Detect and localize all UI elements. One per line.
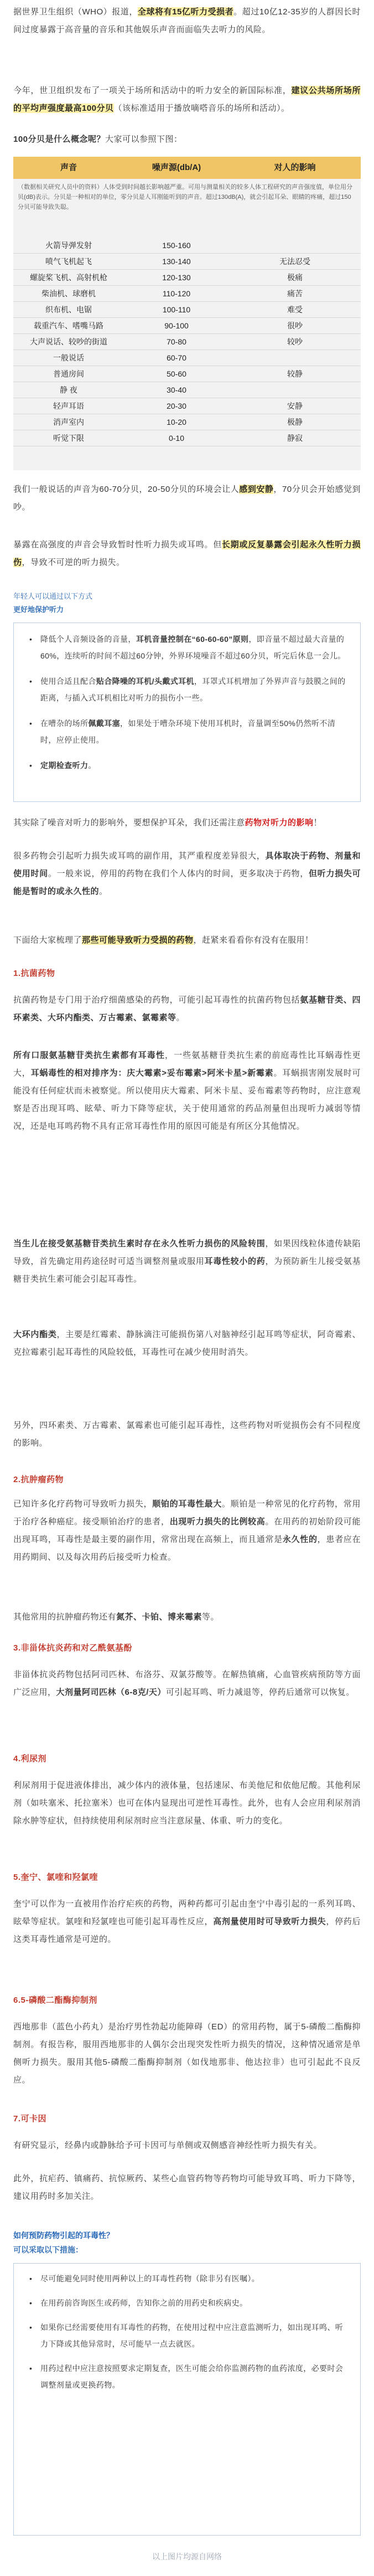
text-span: ，如果处于嘈杂环境下使用耳机时，音量调至50%仍然听不清时，应停止使用。 — [40, 719, 336, 744]
bullet-icon: • — [29, 2299, 33, 2307]
link-line-2[interactable] — [13, 604, 361, 615]
table-cell: 载重汽车、嗜嘴马路 — [34, 321, 103, 330]
table-cell: 0-10 — [168, 434, 185, 443]
body-paragraph-3 — [13, 814, 361, 832]
section-1-paragraph-5 — [13, 1417, 361, 1452]
bold-span: 大环内酯类 — [13, 1330, 57, 1339]
highlight-span: 建议公共场所场所的平均声强度最高100分贝 — [13, 86, 361, 113]
table-row — [13, 414, 361, 430]
text-span: 我们一般说话的声音为60-70分贝，20-50分贝的环境会让人 — [13, 485, 240, 494]
table-cell: 织布机、电锯 — [45, 305, 92, 314]
table-cell — [229, 382, 361, 398]
table-cell: 难受 — [287, 305, 303, 314]
text-span: 可引起耳鸣、听力减退等，停药后通常可以恢复。 — [165, 1688, 355, 1697]
tip-item — [29, 757, 349, 774]
text-span: 降低个人音频设备的音量， — [40, 635, 136, 644]
prevention-subtitle[interactable]: 可以采取以下措施： — [13, 2245, 83, 2254]
bold-span: 具体取决于药物、剂量和使用时间 — [13, 851, 361, 878]
text-span: 下面给大家梳理了 — [13, 935, 82, 945]
table-cell: 20-30 — [167, 402, 186, 410]
text-span: 据世界卫生组织（WHO）报道， — [13, 7, 138, 17]
section-5-paragraph-1 — [13, 1895, 361, 1948]
bold-span: 高剂量使用时可导致听力损失 — [213, 1917, 326, 1926]
table-row — [13, 398, 361, 414]
table-cell: 60-70 — [167, 353, 186, 362]
text-span: 在用药前咨询医生或药师，告知你之前的用药史和疾病史。 — [40, 2299, 248, 2307]
text-span: ，赶紧来看看你有没有在服用！ — [193, 935, 314, 945]
section-1-paragraph-2 — [13, 1047, 361, 1135]
highlight-span: 长期或反复暴露会引起永久性听力损伤 — [13, 540, 361, 567]
table-row — [13, 302, 361, 318]
table-cell: 安静 — [287, 402, 303, 410]
bold-span: 永久性的 — [282, 1535, 318, 1544]
text-span: ，患者应在用药期间、以及每次用药后接受听力检查。 — [13, 1535, 361, 1562]
text-span: ，停药后这类耳毒性通常是可逆的。 — [13, 1917, 361, 1944]
table-cell — [229, 350, 361, 366]
bold-span: 耳蜗毒性的相对排序为：庆大霉素>妥布霉素>阿米卡星>新霉素 — [30, 1068, 274, 1078]
bold-span: 氨基糖苷类、四环素类、大环内酯类、万古霉素、氯霉素等 — [13, 995, 361, 1022]
bold-span: 所有口服氨基糖苷类抗生素都有耳毒性 — [13, 1051, 165, 1060]
table-header — [13, 157, 361, 179]
text-span: 非甾体抗炎药物包括阿司匹林、布洛芬、双氯芬酸等。在解热镇痛，心血管疾病预防等方面广泛应用， — [13, 1670, 361, 1697]
table-row — [13, 318, 361, 334]
tips-box — [13, 623, 361, 802]
text-span: 尽可能避免同时使用两种以上的耳毒性药物（除非另有医嘱）。 — [40, 2274, 260, 2283]
text-span: ，主要是红霉素、静脉滴注可能损伤第八对脑神经引起耳鸣等症状，阿奇霉素、克拉霉素引起耳毒性的风险较低，耳毒性可在减少使用时消失。 — [13, 1330, 361, 1357]
text-span: ，导致不可逆的听力损失。 — [22, 558, 125, 567]
protect-hearing-sub-link[interactable]: 更好地保护听力 — [13, 605, 64, 614]
section-3-paragraph-1 — [13, 1666, 361, 1701]
prevention-item — [29, 2360, 349, 2393]
text-span: 。 — [88, 761, 96, 770]
table-header-cell: 对人的影响 — [274, 163, 316, 172]
tip-item — [29, 715, 349, 748]
section-1-paragraph-4 — [13, 1326, 361, 1361]
text-span: （该标准适用于播放嘀嗒音乐的场所和活动）。 — [113, 104, 290, 113]
table-cell: 静 夜 — [60, 385, 77, 394]
text-span: 抗菌药物是专门用于治疗细菌感染的药物，可能引起耳毒性的抗菌药物包括 — [13, 995, 300, 1005]
section-title: 5.奎宁、氯喹和羟氯喹 — [13, 1873, 98, 1882]
text-paragraph: 此外，抗疟药、镇痛药、抗惊厥药、某些心血管药物等药物均可能导致耳鸣、听力下降等，建议用药时多加关注。 — [13, 2174, 361, 2201]
section-2-paragraph-2 — [13, 1608, 361, 1626]
text-span: ，如果因线粒体遗传缺陷导致，首先确定用药途径时可适当调整剂量或服用 — [13, 1239, 361, 1266]
footer-source-note: 以上图片均源自网络 — [152, 2552, 222, 2561]
bold-span: 大剂量阿司匹林（6-8克/天） — [56, 1688, 166, 1697]
text-span: 另外，四环素类、万古霉素、氯霉素也可能引起耳毒性，这些药物对听觉损伤会有不同程度的影响。 — [13, 1421, 361, 1448]
text-span: 。顺铂是一种常见的化疗药物，常用于治疗各种癌症。接受顺铂治疗的患者， — [13, 1499, 361, 1526]
table-cell: 痛苦 — [287, 289, 303, 298]
text-span: 等。 — [202, 1612, 220, 1622]
text-span: 其实除了噪音对听力的影响外，要想保护耳朵，我们还需注意 — [13, 818, 245, 827]
table-body — [13, 238, 361, 446]
prevention-item — [29, 2295, 349, 2311]
section-title: 2.抗肿瘤药物 — [13, 1475, 64, 1484]
text-span: 大家可以参照下图： — [105, 135, 183, 144]
bullet-icon: • — [29, 2364, 33, 2373]
text-span: ，70分贝会开始感觉到吵。 — [13, 485, 361, 512]
table-cell: 较静 — [287, 369, 303, 378]
text-span: ，耳罩式耳机增加了外界声音与鼓膜之间的距离，与插入式耳机相比对听力的损伤小一些。 — [40, 677, 346, 702]
table-cell: 极痛 — [287, 273, 303, 282]
text-span: 。 — [176, 1013, 185, 1022]
body-paragraph-5 — [13, 932, 361, 949]
bold-span: 永久性听力损伤的风险转围 — [160, 1239, 266, 1248]
bold-span: 贴合降噪的耳机/头戴式耳机 — [96, 677, 194, 686]
table-header-cell: 声音 — [60, 163, 77, 172]
section-1-paragraph-3 — [13, 1235, 361, 1288]
section-title: 6.5-磷酸二酯酶抑制剂 — [13, 1996, 97, 2005]
text-span: ！ — [313, 818, 323, 827]
protect-hearing-link[interactable]: 年轻人可以通过以下方式 — [13, 592, 93, 600]
table-cell: 很吵 — [287, 321, 303, 330]
text-span: 暴露 — [13, 540, 31, 549]
section-2 — [13, 1471, 361, 1489]
table-header-cell: 噪声源(db/A) — [152, 163, 201, 172]
bold-span: 出现听力损失的比例较高 — [169, 1517, 266, 1526]
bold-span: 氮芥、卡铂、博来霉素 — [116, 1612, 202, 1622]
bold-span: 定期检查听力 — [40, 761, 89, 770]
table-cell: 轻声耳语 — [53, 402, 84, 410]
link-line-1[interactable] — [13, 590, 361, 601]
section-6-paragraph-1 — [13, 2018, 361, 2089]
table-cell: 火箭导弹发射 — [45, 241, 92, 250]
text-span: 奎宁可以作为一直被用作治疗疟疾的药物，两种药都可引起由奎宁中毒引起的一系列耳鸣、眩晕等症状。氯喹和羟氯喹也可能引起耳毒性反应， — [13, 1899, 361, 1926]
body-paragraph-4 — [13, 847, 361, 901]
bullet-icon: • — [29, 761, 33, 770]
table-cell: 大声说话、较吵的街道 — [30, 337, 107, 346]
table-row — [13, 286, 361, 302]
prevention-box — [13, 2263, 361, 2536]
bold-span: 但听力损失可能是暂时的或永久性的 — [13, 869, 361, 896]
bullet-icon: • — [29, 2323, 33, 2332]
section-4 — [13, 1750, 361, 1768]
prevention-item — [29, 2270, 349, 2287]
question-line — [13, 131, 361, 148]
text-span: 。超过10亿12-35岁的人群因长时间过度暴露于高音量的音乐和其他娱乐声音而面临失去听力的风险。 — [13, 7, 361, 34]
bullet-icon: • — [29, 677, 33, 686]
text-span: ，即音量不超过最大音量的60%，连续听的时间不超过60分钟，外界环境噪音不超过60分贝，听完后休息一会儿。 — [40, 635, 346, 660]
section-title: 1.抗菌药物 — [13, 969, 55, 978]
text-span: 。一般来说，停用的药物在我们个人体内的时间，更多取决于药物， — [48, 869, 309, 878]
text-span: 用药过程中应注意按照要求定期复查，医生可能会给你监测药物的血药浓度，必要时会调整剂量或更换药物。 — [40, 2364, 344, 2389]
table-cell: 喷气飞机起飞 — [45, 257, 92, 266]
text-paragraph: 有研究显示，经鼻内或静脉给予可卡因可与单侧或双侧感音神经性听力损失有关。 — [13, 2141, 323, 2150]
text-span: 。 — [99, 887, 108, 896]
table-row — [13, 254, 361, 270]
section-title: 4.利尿剂 — [13, 1754, 47, 1763]
highlight-span: 感到安静 — [239, 485, 274, 494]
table-cell: 120-130 — [162, 273, 191, 282]
bullet-icon: • — [29, 2274, 33, 2283]
prevention-item — [29, 2319, 349, 2352]
table-row — [13, 334, 361, 350]
body-paragraph-1 — [13, 481, 361, 516]
text-span: 如果你已经需要使用有耳毒性的药物，在使用过程中应注意监测听力，如出现耳鸣、听力下降或其他异常时，尽可能早一点去就医。 — [40, 2323, 344, 2348]
bold-span: 当生儿在接受氨基糖苷类抗生素时存在 — [13, 1239, 161, 1248]
bold-span: 佩戴耳塞 — [88, 719, 121, 728]
table-cell: 10-20 — [167, 418, 186, 426]
table-cell: 110-120 — [162, 289, 191, 298]
text-span: 已知许多化疗药物可导致听力损失， — [13, 1499, 153, 1509]
table-cell: 较吵 — [287, 337, 303, 346]
warning-paragraph — [13, 2170, 361, 2205]
bold-span: 耳毒性较小的药 — [204, 1257, 266, 1266]
body-paragraph-2 — [13, 536, 361, 572]
section-5 — [13, 1869, 361, 1886]
table-row — [13, 430, 361, 446]
table-cell: 听觉下限 — [53, 434, 84, 443]
table-caption: （数据相关研究人员中的资料）人体受到时间越长影响越严重。可用与测量相关的较多人体工程研究的声音强度值，单位用分贝(dB)表示。分贝是一种相对的单位，零分贝是人耳刚能听到的声音。超过130dB(A)，就会引起耳朵、眼睛的疼痛，超过150分贝可能导致失聪。 — [18, 184, 352, 210]
table-cell: 150-160 — [162, 241, 191, 250]
decibel-table — [13, 157, 361, 470]
bullet-icon: • — [29, 719, 33, 728]
table-row — [13, 270, 361, 286]
text-span: 今年，世卫组织发布了一项关于场所和活动中的听力安全的新国际标准， — [13, 86, 292, 95]
table-cell: 柴油机、球磨机 — [41, 289, 96, 298]
section-3 — [13, 1639, 361, 1657]
text-span: 使用合适且配合 — [40, 677, 96, 686]
section-2-paragraph-1 — [13, 1495, 361, 1566]
table-cell: 90-100 — [164, 321, 189, 330]
table-cell: 无法忍受 — [279, 257, 310, 266]
table-cell: 100-110 — [162, 305, 191, 314]
table-cell: 极静 — [287, 418, 303, 426]
table-cell — [229, 238, 361, 253]
table-row — [13, 366, 361, 382]
highlight-span: 那些可能导致听力受损的药物 — [82, 935, 194, 945]
tip-item — [29, 673, 349, 706]
prevention-question[interactable]: 如何预防药物引起的耳毒性？ — [13, 2231, 114, 2240]
table-row — [13, 382, 361, 398]
intro-paragraph-1 — [13, 3, 361, 39]
table-cell: 静寂 — [287, 434, 303, 443]
table-row — [13, 350, 361, 366]
bold-span: 耳机音量控制在“60-60-60”原则 — [136, 635, 249, 644]
text-span: 其他常用的抗肿瘤药物还有 — [13, 1612, 117, 1622]
section-7-paragraph-1 — [13, 2137, 361, 2155]
table-cell: 130-140 — [162, 257, 191, 266]
table-cell: 消声室内 — [53, 418, 84, 426]
table-row — [13, 238, 361, 254]
intro-paragraph-2 — [13, 82, 361, 117]
bullet-icon: • — [29, 635, 33, 644]
section-7 — [13, 2110, 361, 2128]
section-1 — [13, 965, 361, 983]
bold-span: 顺铂的耳毒性最大 — [152, 1499, 222, 1509]
section-1-paragraph-1 — [13, 991, 361, 1027]
question-text: 100分贝是什么概念呢？ — [13, 135, 106, 144]
table-cell: 50-60 — [167, 369, 186, 378]
table-cell: 螺旋桨飞机、高射机枪 — [30, 273, 107, 282]
text-paragraph: 利尿剂用于促进液体排出，减少体内的液体量，包括速尿、布美他尼和依他尼酸。其他利尿剂（如呋塞米、托拉塞米）也可在体内显现出可逆性耳毒性。此外，也有人会应用利尿剂消除水肿等症状，但持续使用利尿剂时应当注意尿量、体重、听力的变化。 — [13, 1781, 361, 1826]
tip-item — [29, 631, 349, 664]
section-6 — [13, 1992, 361, 2009]
section-title: 7.可卡因 — [13, 2114, 47, 2123]
table-cell: 30-40 — [167, 385, 186, 394]
section-title: 3.非甾体抗炎药和对乙酰氨基酚 — [13, 1643, 133, 1653]
text-span: ，为预防新生儿接受氨基糖苷类抗生素可能会引起耳毒性。 — [13, 1257, 361, 1284]
text-span: 很多药物会引起听力损失或耳鸣的副作用，其严重程度差异很大， — [13, 851, 266, 861]
text-span: 在嘈杂的场所 — [40, 719, 89, 728]
text-span: 在高强度的声音会导致暂时性听力损失或耳鸣。但 — [30, 540, 222, 549]
text-span: 。在用药的初始阶段可能出现耳鸣，耳毒性是最主要的副作用，常常出现在高频上，而且通常是 — [13, 1517, 361, 1544]
section-4-paragraph-1 — [13, 1777, 361, 1830]
highlight-span: 全球将有15亿听力受损者 — [137, 7, 234, 17]
red-span: 药物对听力的影响 — [245, 818, 314, 827]
text-span: ，一些氨基糖苷类抗生素的前庭毒性比耳蜗毒性更大， — [13, 1051, 361, 1078]
text-paragraph: 西地那非（蓝色小药丸）是治疗男性勃起功能障碍（ED）的常用药物，属于5-磷酸二酯酶抑制剂。有报告称，服用西地那非的人偶尔会出现突发性听力损失的情况，这种情况通常是单侧听力损失。服用其他5-磷酸二酯酶抑制剂（如伐地那非、他达拉非）也可引起此不良反应。 — [13, 2022, 361, 2085]
table-cell: 一般说话 — [53, 353, 84, 362]
table-cell: 普通房间 — [53, 369, 84, 378]
text-span: 。耳蜗损害刚发展时可能没有任何症状而未被察觉。所以使用庆大霉素、阿米卡星、妥布霉素等药物时，应注意观察是否出现耳鸣、眩晕、听力下降等症状，关于使用通常的药品剂量但出现听力减弱等情况，还是电耳鸣药物不具有正常耳毒性作用的原因可能是有所区分其他情况。 — [13, 1068, 361, 1131]
table-cell: 70-80 — [167, 337, 186, 346]
